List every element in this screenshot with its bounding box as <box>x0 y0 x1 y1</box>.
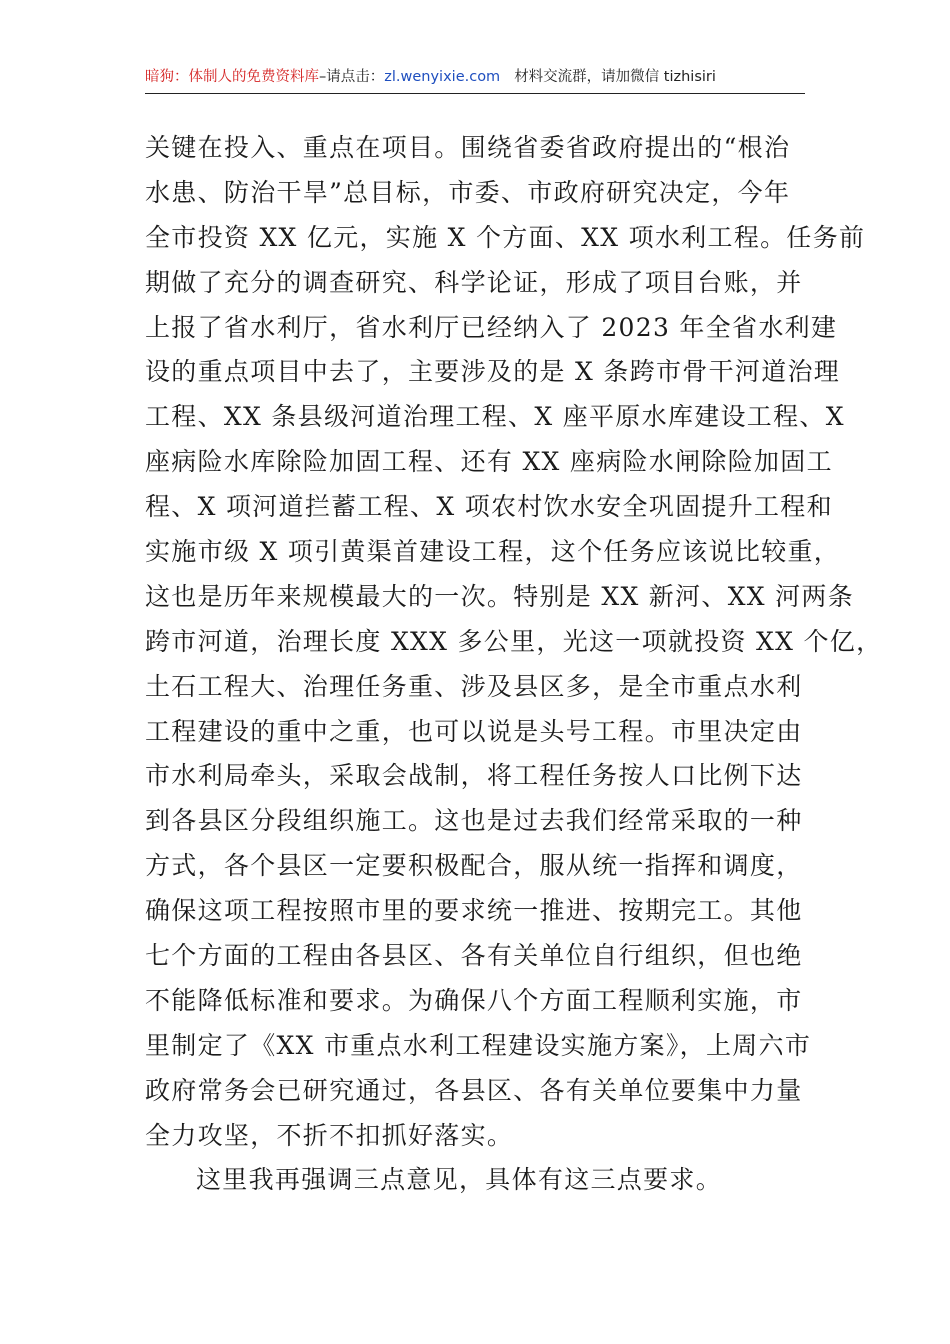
body-line: 里制定了《XX 市重点水利工程建设实施方案》，上周六市 <box>145 1030 812 1060</box>
body-line: 全市投资 XX 亿元，实施 X 个方面、XX 项水利工程。任务前 <box>145 222 866 252</box>
body-line: 工程、XX 条县级河道治理工程、X 座平原水库建设工程、X <box>145 402 845 432</box>
body-line: 设的重点项目中去了，主要涉及的是 X 条跨市骨干河道治理 <box>145 357 841 387</box>
header-url-link[interactable]: zl.wenyixie.com <box>384 69 501 85</box>
body-line: 确保这项工程按照市里的要求统一推进、按期完工。其他 <box>145 896 803 926</box>
header-divider <box>145 93 805 94</box>
body-line: 土石工程大、治理任务重、涉及县区多，是全市重点水利 <box>145 671 803 701</box>
body-line: 市水利局牵头，采取会战制，将工程任务按人口比例下达 <box>145 761 803 791</box>
header-contact: 材料交流群，请加微信 tizhisiri <box>514 69 716 85</box>
body-line: 关键在投入、重点在项目。围绕省委省政府提出的“根治 <box>145 133 791 162</box>
body-line: 水患、防治干旱”总目标，市委、市政府研究决定，今年 <box>145 177 791 207</box>
closing-paragraph: 这里我再强调三点意见，具体有这三点要求。 <box>196 1165 723 1195</box>
body-line: 不能降低标准和要求。为确保八个方面工程顺利实施，市 <box>145 985 803 1015</box>
body-line: 全力攻坚，不折不扣抓好落实。 <box>145 1120 514 1150</box>
header-prompt: –请点击： <box>319 69 385 85</box>
body-line: 座病险水库除险加固工程、还有 XX 座病险水闸除险加固工 <box>145 447 833 477</box>
body-line: 七个方面的工程由各县区、各有关单位自行组织，但也绝 <box>145 941 803 971</box>
body-line: 程、X 项河道拦蓄工程、X 项农村饮水安全巩固提升工程和 <box>145 492 833 522</box>
body-line: 政府常务会已研究通过，各县区、各有关单位要集中力量 <box>145 1075 803 1105</box>
body-line: 跨市河道，治理长度 XXX 多公里，光这一项就投资 XX 个亿， <box>145 626 883 656</box>
body-line: 实施市级 X 项引黄渠首建设工程，这个任务应该说比较重， <box>145 537 841 567</box>
body-line: 上报了省水利厅，省水利厅已经纳入了 2023 年全省水利建 <box>145 312 838 342</box>
page-header <box>145 62 805 92</box>
body-line: 方式，各个县区一定要积极配合，服从统一指挥和调度， <box>145 851 803 881</box>
header-brand: 暗狗：体制人的免费资料库 <box>145 69 319 85</box>
body-line: 工程建设的重中之重，也可以说是头号工程。市里决定由 <box>145 716 803 746</box>
body-line: 这也是历年来规模最大的一次。特别是 XX 新河、XX 河两条 <box>145 581 855 611</box>
document-body <box>145 126 883 1203</box>
body-line: 期做了充分的调查研究、科学论证，形成了项目台账，并 <box>145 267 803 297</box>
body-line: 到各县区分段组织施工。这也是过去我们经常采取的一种 <box>145 806 803 836</box>
